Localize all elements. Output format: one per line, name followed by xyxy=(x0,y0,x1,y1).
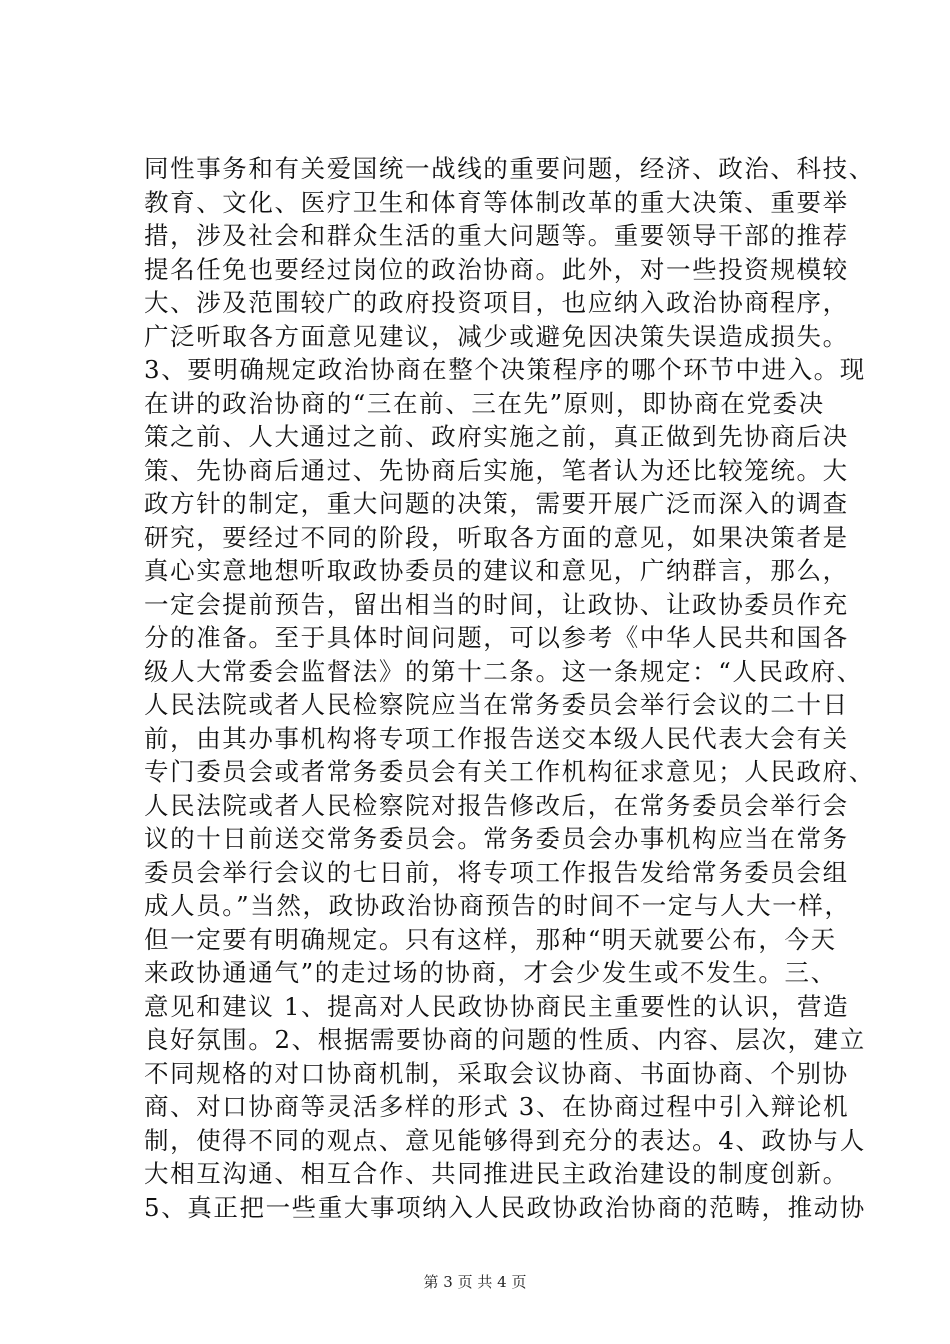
text-line: 成人员。”当然，政协政治协商预告的时间不一定与人大一样， xyxy=(144,891,851,920)
text-line: 研究，要经过不同的阶段，听取各方面的意见，如果决策者是 xyxy=(144,522,849,552)
page-footer xyxy=(0,1272,950,1292)
text-line: 大、涉及范围较广的政府投资项目，也应纳入政治协商程序， xyxy=(144,288,849,317)
text-line: 来政协通通气”的走过场的协商，才会少发生或不发生。三、 xyxy=(144,958,837,987)
text-line: 良好氛围。2、根据需要协商的问题的性质、内容、层次，建立 xyxy=(144,1025,866,1054)
text-line: 分的准备。至于具体时间问题，可以参考《中华人民共和国各 xyxy=(144,623,849,652)
text-line: 大相互沟通、相互合作、共同推进民主政治建设的制度创新。 xyxy=(144,1159,849,1188)
text-line: 在讲的政治协商的“三在前、三在先”原则，即协商在党委决 xyxy=(144,388,825,418)
text-line: 委员会举行会议的七日前，将专项工作报告发给常务委员会组 xyxy=(144,857,849,887)
text-line: 5、真正把一些重大事项纳入人民政协政治协商的范畴，推动协 xyxy=(144,1192,866,1222)
text-line: 同性事务和有关爱国统一战线的重要问题，经济、政治、科技、 xyxy=(144,154,875,183)
text-line: 措，涉及社会和群众生活的重大问题等。重要领导干部的推荐 xyxy=(144,221,849,250)
text-line: 真心实意地想听取政协委员的建议和意见，广纳群言，那么， xyxy=(144,556,849,585)
text-line: 商、对口协商等灵活多样的形式 3、在协商过程中引入辩论机 xyxy=(144,1092,850,1121)
text-line: 策之前、人大通过之前、政府实施之前，真正做到先协商后决 xyxy=(144,422,849,451)
page-number: 第 3 页 共 4 页 xyxy=(423,1273,527,1291)
text-line: 政方针的制定，重大问题的决策，需要开展广泛而深入的调查 xyxy=(144,489,849,518)
text-line: 前，由其办事机构将专项工作报告送交本级人民代表大会有关 xyxy=(144,723,849,753)
text-line: 议的十日前送交常务委员会。常务委员会办事机构应当在常务 xyxy=(144,824,849,853)
text-line: 意见和建议 1、提高对人民政协协商民主重要性的认识，营造 xyxy=(144,991,850,1021)
text-line: 教育、文化、医疗卫生和体育等体制改革的重大决策、重要举 xyxy=(144,187,849,217)
text-line: 人民法院或者人民检察院对报告修改后，在常务委员会举行会 xyxy=(144,790,849,820)
text-line: 不同规格的对口协商机制，采取会议协商、书面协商、个别协 xyxy=(144,1058,849,1088)
text-line: 3、要明确规定政治协商在整个决策程序的哪个环节中进入。现 xyxy=(144,355,866,384)
text-line: 广泛听取各方面意见建议，减少或避免因决策失误造成损失。 xyxy=(144,321,849,351)
text-line: 制，使得不同的观点、意见能够得到充分的表达。4、政协与人 xyxy=(144,1125,866,1155)
text-line: 人民法院或者人民检察院应当在常务委员会举行会议的二十日 xyxy=(144,690,849,719)
text-line: 专门委员会或者常务委员会有关工作机构征求意见；人民政府、 xyxy=(144,757,875,786)
body-text xyxy=(144,152,875,1224)
text-line: 策、先协商后通过、先协商后实施，笔者认为还比较笼统。大 xyxy=(144,455,849,485)
text-line: 级人大常委会监督法》的第十二条。这一条规定：“人民政府、 xyxy=(144,656,863,686)
text-line: 一定会提前预告，留出相当的时间，让政协、让政协委员作充 xyxy=(144,589,849,619)
text-line: 提名任免也要经过岗位的政治协商。此外，对一些投资规模较 xyxy=(144,254,849,284)
text-line: 但一定要有明确规定。只有这样，那种“明天就要公布，今天 xyxy=(144,924,837,954)
